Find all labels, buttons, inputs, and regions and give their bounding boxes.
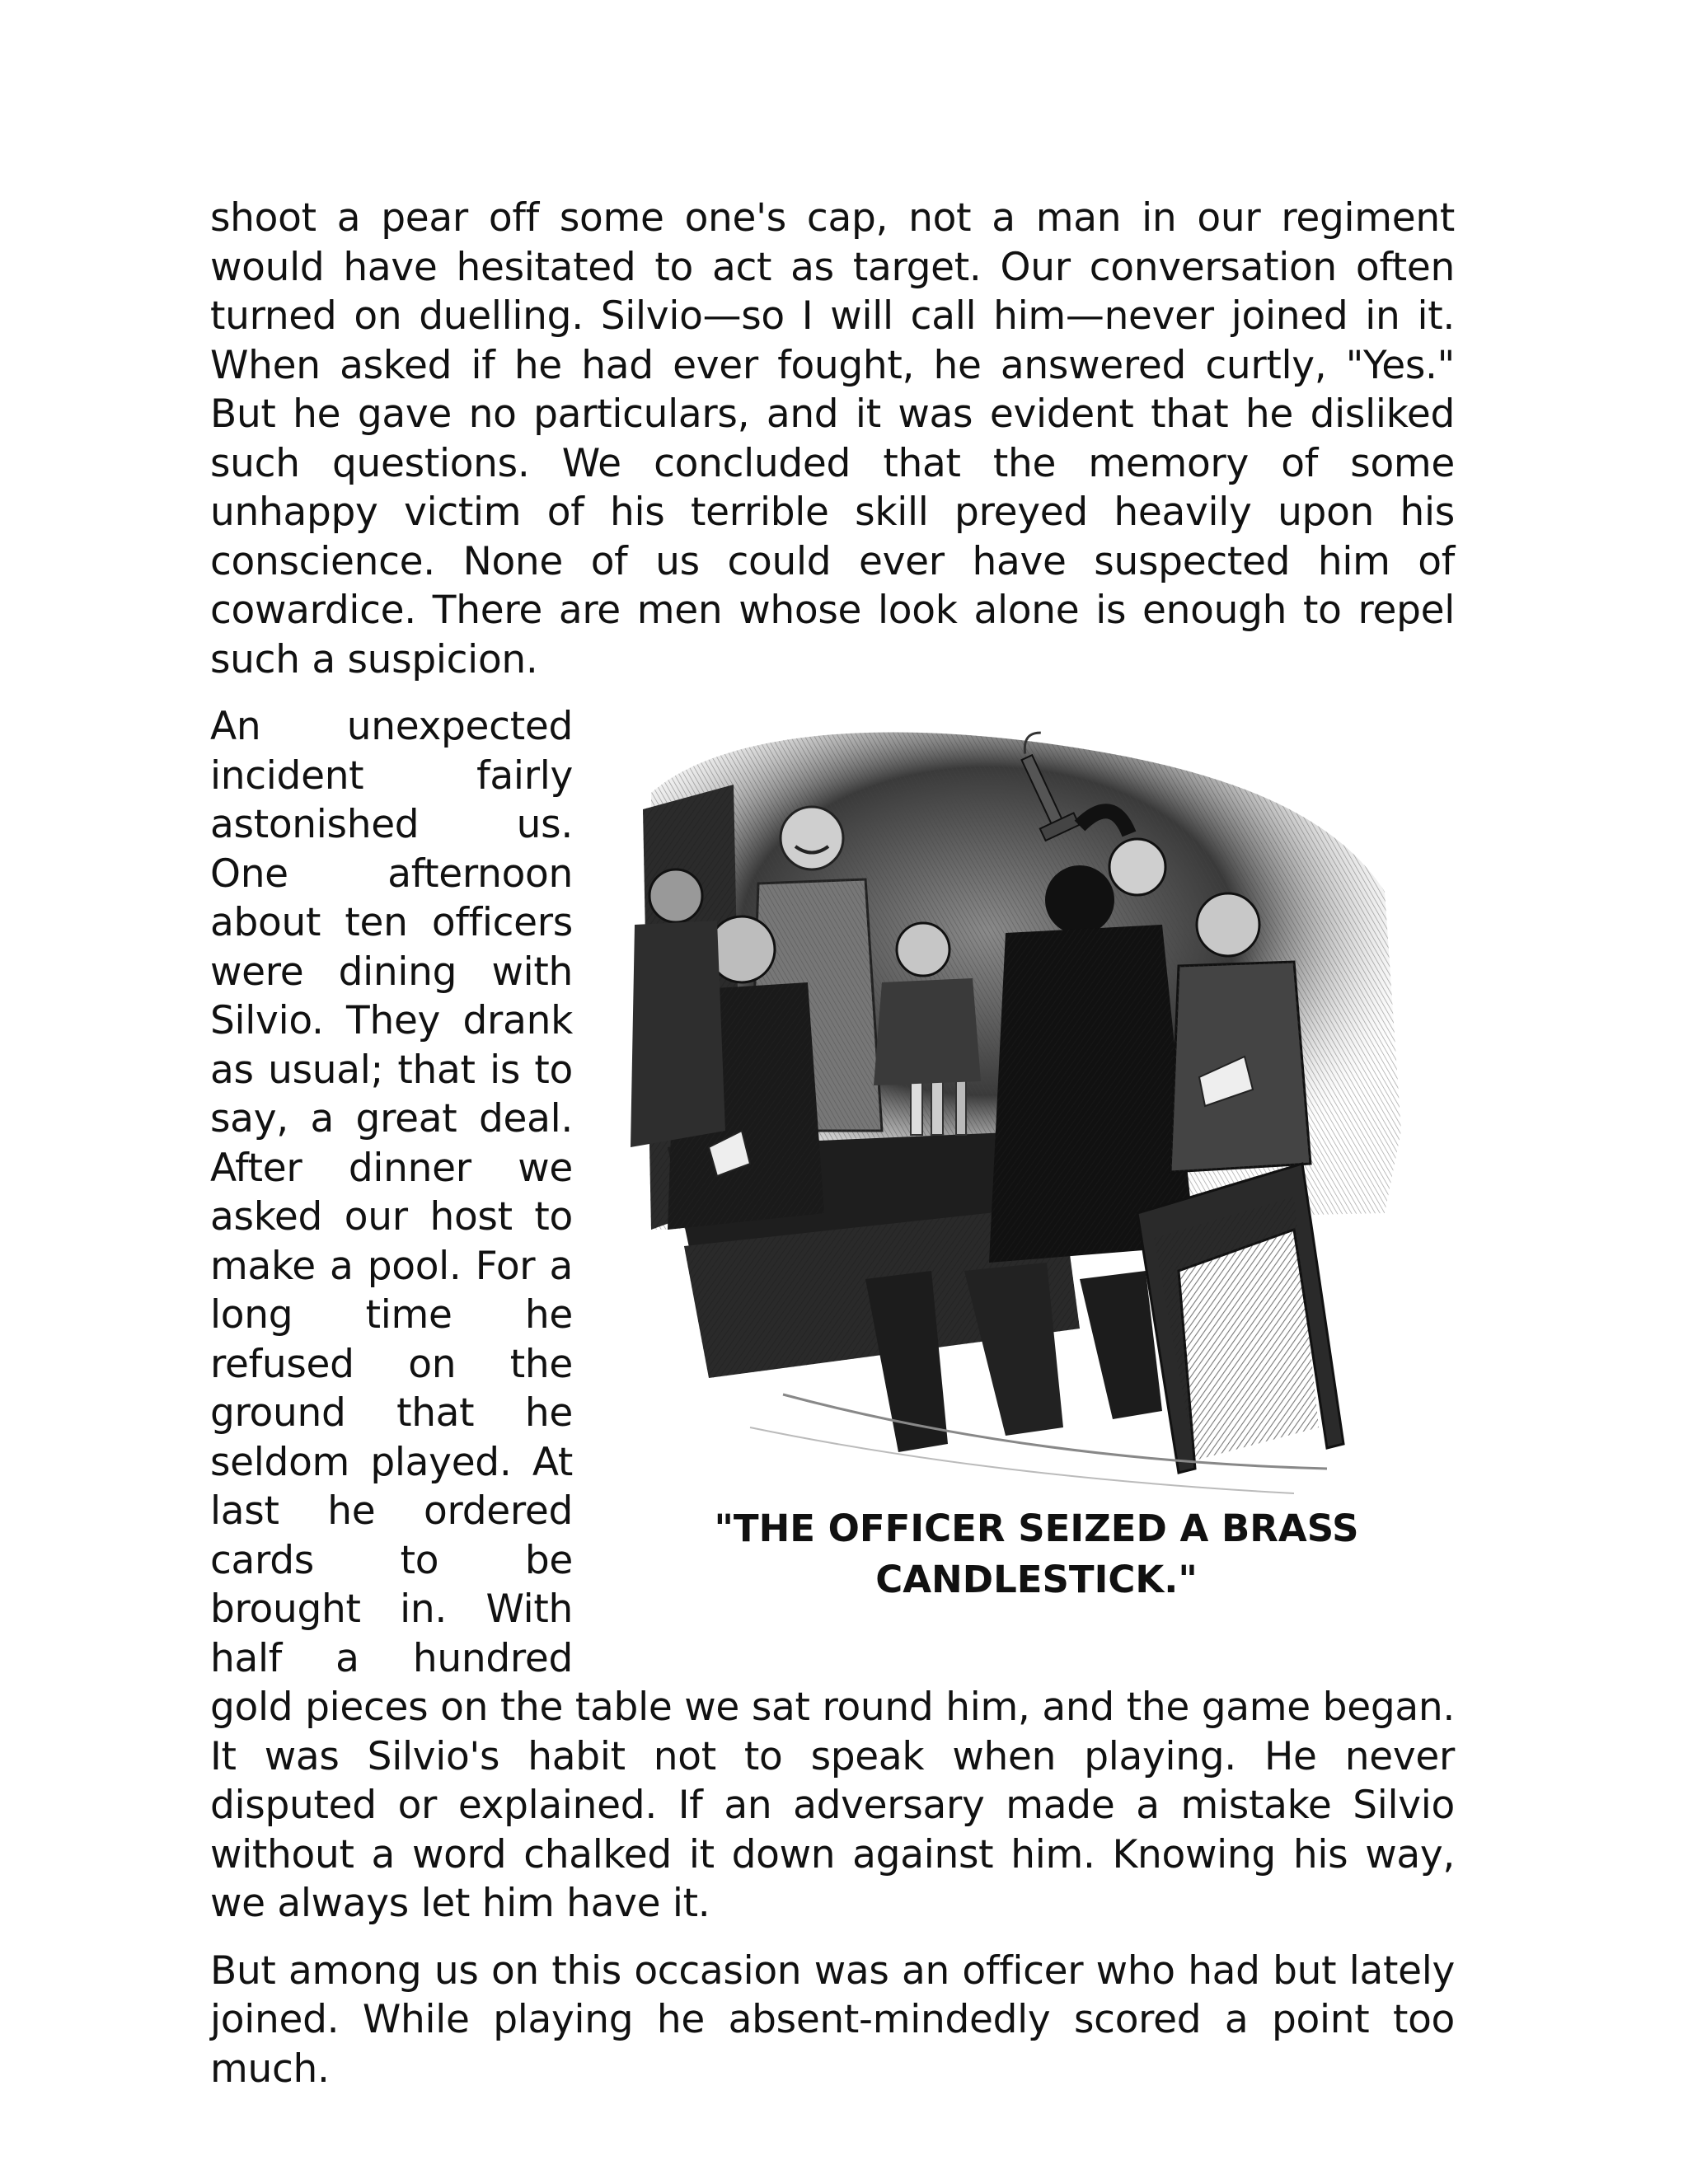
paragraph-2: An unexpected incident fairly astonished us. One afternoon about ten officers were dining with Silvio. They drank as usual; that is to say, a great deal. After dinner we asked our host to make a pool. For a long time he refused on the ground that he seldom played. At last he ordered cards to be brought in. With half a hundred gold pieces on the table we sat round him, and the game began. It was Silvio's habit not to speak when playing. He never disputed or explained. If an adversary made a mistake Silvio without a word chalked it down against him. Knowing his way, we always let him have it.: [210, 704, 1455, 1926]
illustration-figure: [618, 702, 1455, 1658]
paragraph-1: shoot a pear off some one's cap, not a man in our regiment would have hesitated to act as target. Our conversation often turned on duelling. Silvio—so I will call him—never joined in it. When asked if he had ever fought, he answered curtly, "Yes." But he gave no particulars, and it was evident that he disliked such questions. We concluded that the memory of some unhappy victim of his terrible skill preyed heavily upon his conscience. None of us could ever have suspected him of cowardice. There are men whose look alone is enough to repel such a suspicion.: [210, 195, 1455, 682]
page-content: [210, 194, 1455, 2093]
paragraph-3: But among us on this occasion was an officer who had but lately joined. While playing he absent-mindedly scored a point too much.: [210, 1947, 1455, 2092]
officers-card-game-illustration: [618, 702, 1455, 1510]
caption-line-2: CANDLESTICK.": [875, 1558, 1198, 1601]
illustration-caption: [618, 1503, 1455, 1605]
caption-line-1: "THE OFFICER SEIZED A BRASS: [714, 1507, 1359, 1550]
